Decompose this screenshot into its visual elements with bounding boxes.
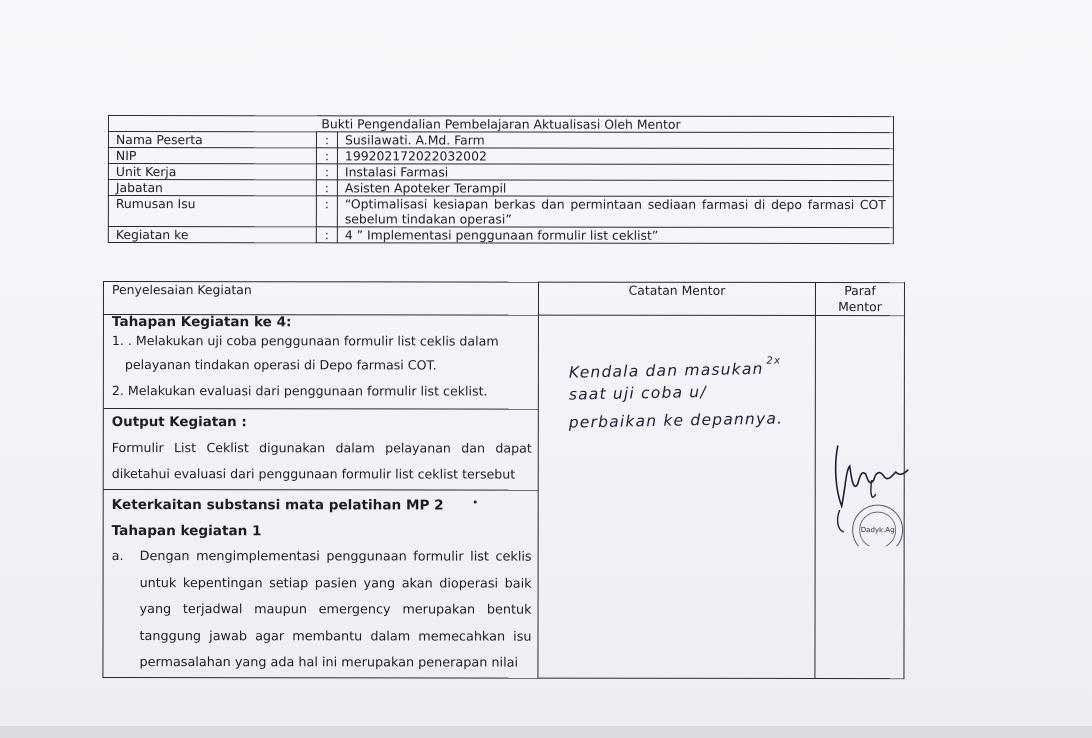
keterkaitan-heading-text: Keterkaitan substansi mata pelatihan MP 2 (111, 497, 444, 514)
colon: : (316, 180, 337, 196)
tahapan-section (104, 315, 538, 410)
mentor-signature-and-stamp (826, 436, 936, 546)
label-rumusan-isu: Rumusan Isu (108, 196, 316, 227)
activity-table (102, 281, 905, 679)
item-marker: a. (111, 549, 124, 565)
label-kegiatan-ke: Kegiatan ke (108, 227, 316, 243)
output-section (104, 409, 538, 491)
stray-dot (474, 501, 477, 504)
keterkaitan-subheading: Tahapan kegiatan 1 (111, 523, 262, 540)
row-jabatan (108, 180, 893, 197)
catatan-mentor-cell (538, 315, 816, 678)
participant-info-table (108, 115, 894, 244)
mentor-note-line-1 (569, 356, 782, 382)
tahapan-heading: Tahapan Kegiatan ke 4: (111, 314, 292, 331)
value-nama-peserta: Susilawati. A.Md. Farm (337, 132, 893, 149)
colon: : (316, 164, 337, 180)
value-jabatan: Asisten Apoteker Terampil (337, 180, 893, 197)
row-unit-kerja (108, 164, 893, 181)
penyelesaian-cell (103, 315, 539, 678)
output-text: Formulir List Ceklist digunakan dalam pelayanan dan dapat diketahui evaluasi dari penggunaan formulir list ceklist tersebut (111, 440, 532, 482)
keterkaitan-heading (112, 492, 532, 519)
value-rumusan-isu: “Optimalisasi kesiapan berkas dan permintaan sediaan farmasi di depo farmasi COT sebelum tindakan operasi” (337, 196, 893, 228)
header-catatan-mentor: Catatan Mentor (538, 282, 815, 315)
tahapan-item-2: 2. Melakukan evaluasi dari penggunaan formulir list ceklist. (111, 383, 488, 399)
tahapan-item-1: 1. . Melakukan uji coba penggunaan formulir list ceklis dalam (111, 333, 499, 349)
row-nip (108, 148, 893, 165)
stamp-text: Dadyk.Ag (860, 526, 895, 535)
colon: : (316, 132, 337, 148)
label-nip: NIP (108, 148, 316, 164)
keterkaitan-text: Dengan mengimplementasi penggunaan formulir list ceklis untuk kepentingan setiap pasien yang akan dioperasi baik yang terjadwal maupun emergency merupakan bentuk tanggung jawab agar membantu dalam memecahkan isu permasalahan yang ada hal ini merupakan penerapan nilai (139, 549, 532, 671)
activity-header-row (103, 282, 904, 316)
header-paraf-mentor: Paraf Mentor (815, 282, 904, 315)
value-kegiatan-ke: 4 ” Implementasi penggunaan formulir list ceklist” (337, 227, 893, 244)
value-unit-kerja: Instalasi Farmasi (337, 164, 893, 181)
row-rumusan-isu (108, 196, 893, 228)
colon: : (316, 227, 337, 243)
label-jabatan: Jabatan (108, 180, 316, 196)
mentor-note-line-1-text: Kendala dan masukan (568, 359, 764, 382)
activity-body-row (103, 315, 905, 679)
header-penyelesaian: Penyelesaian Kegiatan (103, 282, 538, 316)
mentor-note-superscript: 2x (766, 355, 782, 367)
output-heading: Output Kegiatan : (111, 415, 247, 431)
keterkaitan-item (111, 544, 531, 677)
form-title: Bukti Pengendalian Pembelajaran Aktualisasi Oleh Mentor (108, 116, 893, 133)
paraf-mentor-cell (815, 315, 905, 678)
mentor-note-line-2: saat uji coba u/ (568, 382, 707, 404)
value-nip: 199202172022032002 (337, 148, 893, 165)
mentor-note-line-3: perbaikan ke depannya. (568, 409, 784, 432)
label-nama-peserta: Nama Peserta (108, 132, 316, 148)
keterkaitan-section (103, 490, 537, 677)
colon: : (316, 196, 337, 227)
colon: : (316, 148, 337, 164)
background-surface (0, 726, 1092, 738)
label-unit-kerja: Unit Kerja (108, 164, 316, 180)
tahapan-item-1-cont: pelayanan tindakan operasi di Depo farmasi COT. (124, 357, 437, 373)
row-kegiatan-ke (108, 227, 893, 244)
row-nama-peserta (108, 132, 893, 149)
